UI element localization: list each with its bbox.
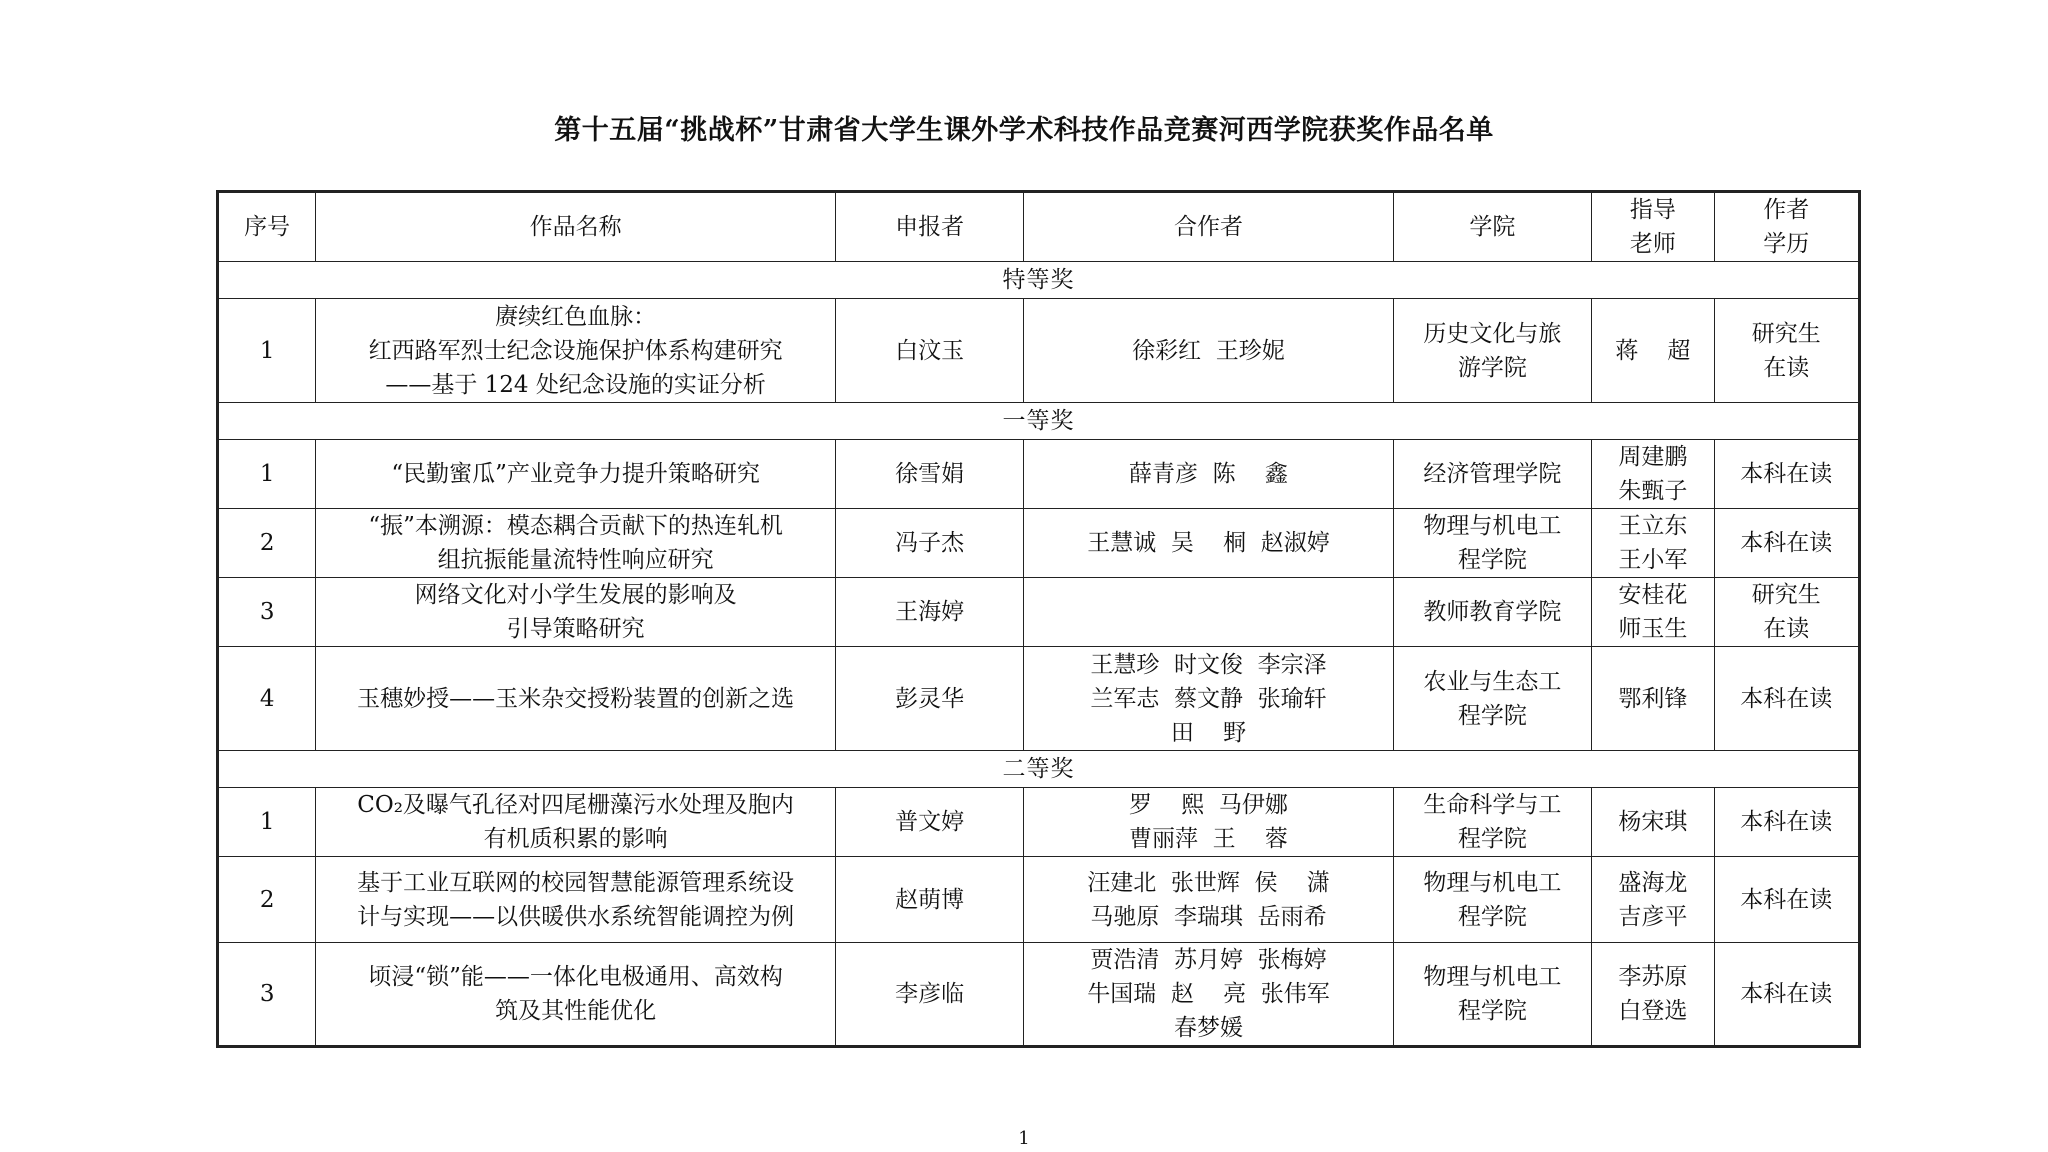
header-education-line: 学历 (1763, 231, 1810, 257)
header-education (1714, 192, 1860, 262)
cell-no: 1 (218, 788, 316, 857)
cell-title-line: 红西路军烈士纪念设施保护体系构建研究 (368, 337, 783, 364)
cell-no: 3 (218, 943, 316, 1047)
cell-no: 2 (218, 857, 316, 943)
cell-education (1714, 578, 1860, 647)
header-college: 学院 (1393, 192, 1592, 262)
cell-tutor (1592, 943, 1714, 1047)
cell-tutor (1592, 857, 1714, 943)
header-tutor (1592, 192, 1714, 262)
table-row (218, 647, 1860, 751)
cell-education (1714, 440, 1860, 509)
cell-college (1393, 440, 1592, 509)
cell-college (1393, 578, 1592, 647)
cell-education-line: 研究生 (1751, 320, 1821, 347)
table-row (218, 440, 1860, 509)
cell-college-line: 游学院 (1457, 354, 1527, 381)
header-no: 序号 (218, 192, 316, 262)
cell-collaborators-line: 田 野 (1170, 719, 1247, 746)
page-title: 第十五届“挑战杯”甘肃省大学生课外学术科技作品竞赛河西学院获奖作品名单 (554, 115, 1494, 146)
cell-no: 1 (218, 299, 316, 403)
cell-tutor-line: 鄂利锋 (1618, 685, 1688, 712)
table-row (218, 788, 1860, 857)
cell-collaborators-line: 兰军志 蔡文静 张瑜轩 (1090, 685, 1327, 712)
cell-collaborators-line: 徐彩红 王珍妮 (1132, 337, 1285, 364)
cell-college-line: 物理与机电工 (1423, 513, 1562, 539)
cell-education-line: 研究生 (1751, 582, 1821, 608)
cell-title (316, 943, 836, 1047)
cell-title-line: 基于工业互联网的校园智慧能源管理系统设 (357, 869, 795, 896)
section-title: 特等奖 (218, 262, 1860, 299)
cell-college-line: 物理与机电工 (1423, 869, 1562, 896)
cell-no: 1 (218, 440, 316, 509)
cell-applicant: 徐雪娟 (835, 440, 1024, 509)
section-title: 一等奖 (218, 403, 1860, 440)
cell-college (1393, 943, 1592, 1047)
cell-education (1714, 509, 1860, 578)
cell-tutor-line: 白登选 (1618, 998, 1688, 1024)
cell-title (316, 299, 836, 403)
cell-tutor-line: 王立东 (1618, 513, 1688, 539)
cell-applicant: 普文婷 (835, 788, 1024, 857)
cell-college (1393, 788, 1592, 857)
cell-college (1393, 857, 1592, 943)
cell-applicant: 赵萌博 (835, 857, 1024, 943)
cell-title-line: “民勤蜜瓜”产业竞争力提升策略研究 (391, 461, 760, 487)
cell-applicant: 彭灵华 (835, 647, 1024, 751)
cell-collaborators (1024, 440, 1393, 509)
cell-title (316, 440, 836, 509)
cell-collaborators-line: 罗 熙 马伊娜 (1129, 792, 1288, 818)
cell-education-line: 在读 (1763, 616, 1810, 642)
cell-collaborators (1024, 788, 1393, 857)
table-body (218, 262, 1860, 1047)
cell-college-line: 程学院 (1457, 826, 1527, 852)
cell-tutor (1592, 440, 1714, 509)
cell-college-line: 经济管理学院 (1423, 461, 1562, 487)
cell-title-line: 赓续红色血脉： (495, 303, 657, 330)
section-row (218, 403, 1860, 440)
cell-college-line: 教师教育学院 (1423, 599, 1562, 625)
header-applicant: 申报者 (835, 192, 1024, 262)
cell-tutor-line: 王小军 (1618, 547, 1688, 573)
cell-education (1714, 299, 1860, 403)
cell-collaborators-line: 贾浩清 苏月婷 张梅婷 (1090, 947, 1327, 973)
cell-tutor-line: 杨宋琪 (1618, 809, 1688, 835)
cell-no: 3 (218, 578, 316, 647)
cell-collaborators-line: 薛青彦 陈 鑫 (1129, 461, 1288, 487)
table-row (218, 943, 1860, 1047)
cell-tutor (1592, 299, 1714, 403)
cell-collaborators (1024, 509, 1393, 578)
cell-college-line: 物理与机电工 (1423, 964, 1562, 990)
section-row (218, 262, 1860, 299)
cell-tutor-line: 周建鹏 (1618, 444, 1688, 470)
cell-tutor-line: 吉彦平 (1618, 903, 1688, 930)
cell-education-line: 本科在读 (1740, 886, 1833, 913)
cell-collaborators-line: 马驰原 李瑞琪 岳雨希 (1090, 903, 1327, 930)
cell-tutor-line: 安桂花 (1618, 582, 1688, 608)
header-tutor-line: 老师 (1629, 231, 1676, 257)
cell-title (316, 857, 836, 943)
cell-college-line: 历史文化与旅 (1423, 320, 1562, 347)
cell-title-line: 玉穗妙授——玉米杂交授粉装置的创新之选 (357, 685, 795, 712)
cell-title (316, 647, 836, 751)
header-collaborators: 合作者 (1024, 192, 1393, 262)
cell-collaborators (1024, 857, 1393, 943)
header-education-line: 作者 (1763, 197, 1810, 223)
cell-college-line: 程学院 (1457, 998, 1527, 1024)
cell-no: 2 (218, 509, 316, 578)
section-title: 二等奖 (218, 751, 1860, 788)
cell-title-line: CO₂及曝气孔径对四尾栅藻污水处理及胞内 (357, 792, 794, 818)
cell-education (1714, 647, 1860, 751)
cell-tutor (1592, 788, 1714, 857)
cell-collaborators-line: 曹丽萍 王 蓉 (1129, 826, 1288, 852)
cell-collaborators (1024, 299, 1393, 403)
section-row (218, 751, 1860, 788)
cell-title (316, 788, 836, 857)
cell-education-line: 在读 (1763, 354, 1810, 381)
cell-college (1393, 647, 1592, 751)
cell-tutor-line: 李苏原 (1618, 964, 1688, 990)
cell-college-line: 程学院 (1457, 702, 1527, 729)
cell-applicant: 白汶玉 (835, 299, 1024, 403)
cell-collaborators (1024, 647, 1393, 751)
table-row (218, 578, 1860, 647)
cell-collaborators-line: 汪建北 张世辉 侯 潇 (1087, 869, 1330, 896)
cell-college-line: 程学院 (1457, 547, 1527, 573)
cell-title-line: 有机质积累的影响 (483, 826, 668, 852)
cell-collaborators (1024, 578, 1393, 647)
cell-college-line: 农业与生态工 (1423, 668, 1562, 695)
cell-title-line: 顷浸“锁”能——一体化电极通用、高效构 (368, 964, 783, 990)
cell-title-line: 筑及其性能优化 (495, 998, 657, 1024)
cell-tutor-line: 师玉生 (1618, 616, 1688, 642)
cell-collaborators (1024, 943, 1393, 1047)
table-row (218, 509, 1860, 578)
awards-table (216, 190, 1861, 1048)
cell-tutor (1592, 509, 1714, 578)
cell-education-line: 本科在读 (1740, 461, 1833, 487)
cell-education (1714, 943, 1860, 1047)
cell-education-line: 本科在读 (1740, 809, 1833, 835)
cell-education-line: 本科在读 (1740, 530, 1833, 556)
cell-tutor (1592, 578, 1714, 647)
cell-education-line: 本科在读 (1740, 685, 1833, 712)
cell-collaborators-line: 春梦媛 (1173, 1015, 1243, 1041)
cell-title (316, 509, 836, 578)
cell-title-line: 网络文化对小学生发展的影响及 (414, 582, 737, 608)
cell-title-line: 计与实现——以供暖供水系统智能调控为例 (357, 903, 795, 930)
cell-title-line: 引导策略研究 (506, 616, 645, 642)
cell-applicant: 冯子杰 (835, 509, 1024, 578)
page-number: 1 (1018, 1128, 1030, 1149)
cell-tutor-line: 盛海龙 (1618, 869, 1688, 896)
table-row (218, 299, 1860, 403)
cell-college (1393, 299, 1592, 403)
cell-title (316, 578, 836, 647)
cell-applicant: 王海婷 (835, 578, 1024, 647)
cell-college-line: 生命科学与工 (1423, 792, 1562, 818)
cell-title-line: “振”本溯源：模态耦合贡献下的热连轧机 (368, 513, 783, 539)
cell-education (1714, 788, 1860, 857)
cell-tutor (1592, 647, 1714, 751)
cell-college-line: 程学院 (1457, 903, 1527, 930)
cell-tutor-line: 蒋 超 (1615, 337, 1691, 364)
header-title: 作品名称 (316, 192, 836, 262)
header-tutor-line: 指导 (1629, 197, 1676, 223)
cell-applicant: 李彦临 (835, 943, 1024, 1047)
cell-college (1393, 509, 1592, 578)
cell-education (1714, 857, 1860, 943)
cell-tutor-line: 朱甄子 (1618, 478, 1688, 504)
cell-collaborators-line: 牛国瑞 赵 亮 张伟军 (1087, 981, 1330, 1007)
cell-title-line: 组抗振能量流特性响应研究 (437, 547, 714, 573)
cell-title-line: ——基于 124 处纪念设施的实证分析 (385, 371, 766, 398)
table-row (218, 857, 1860, 943)
cell-collaborators-line: 王慧诚 吴 桐 赵淑婷 (1087, 530, 1330, 556)
table-header-row (218, 192, 1860, 262)
cell-no: 4 (218, 647, 316, 751)
cell-education-line: 本科在读 (1740, 981, 1833, 1007)
cell-collaborators-line: 王慧珍 时文俊 李宗泽 (1090, 651, 1327, 678)
